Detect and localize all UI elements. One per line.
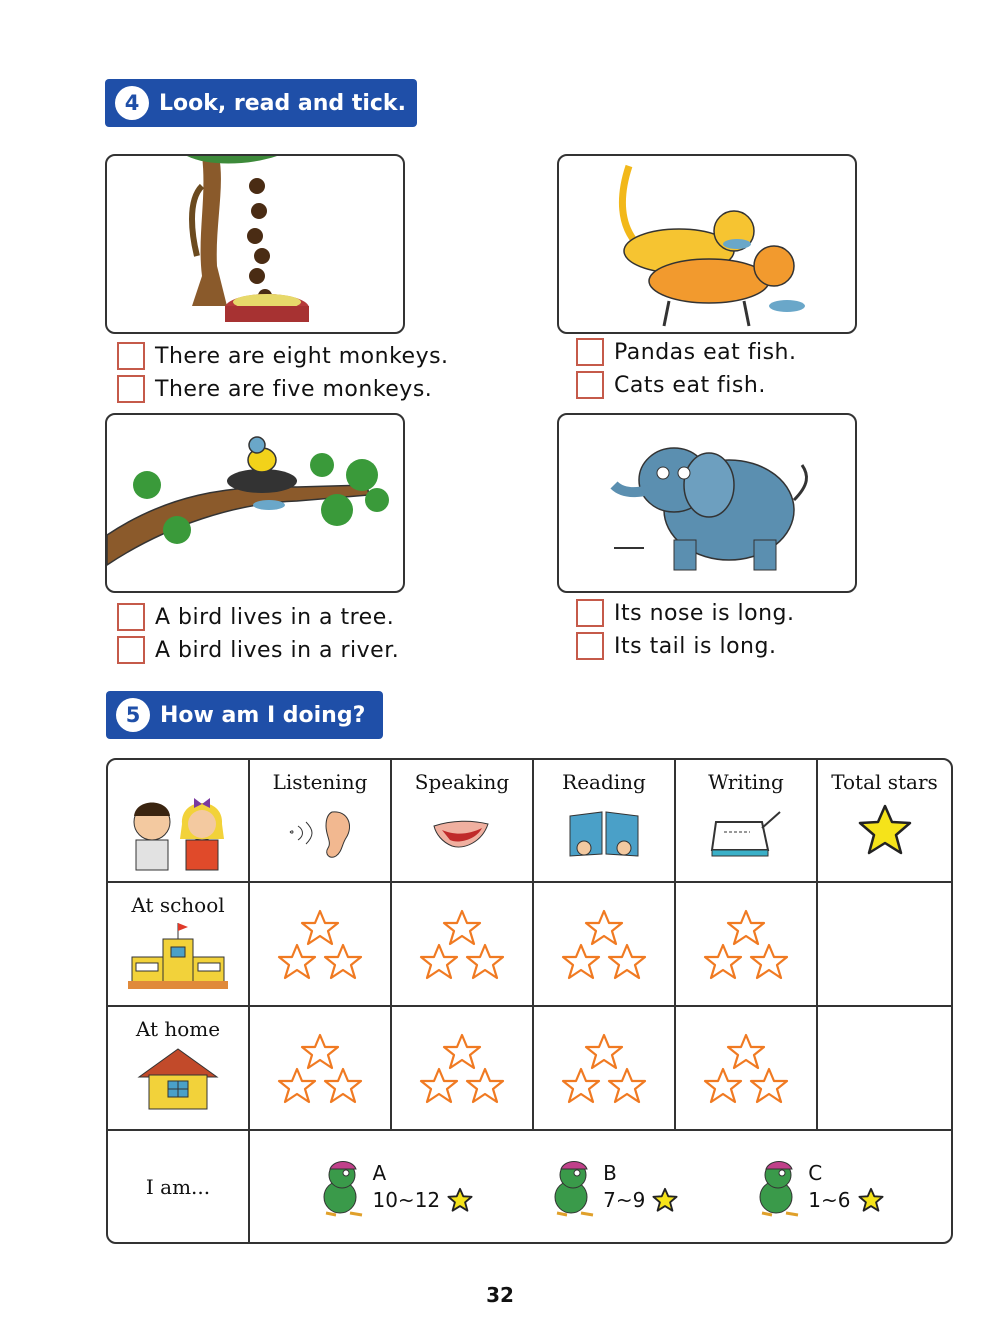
- column-header: Reading: [562, 770, 646, 794]
- at-school-row-label: [108, 883, 250, 1007]
- three-stars-icon[interactable]: [417, 1031, 507, 1105]
- tick-box[interactable]: [117, 342, 145, 370]
- column-header: Writing: [708, 770, 784, 794]
- option-row[interactable]: [576, 599, 795, 627]
- three-stars-icon[interactable]: [275, 1031, 365, 1105]
- self-assessment-table: [106, 758, 953, 1244]
- section-4-banner: [105, 79, 417, 127]
- star-icon: [446, 1187, 474, 1213]
- writing-tablet-icon: [706, 802, 786, 862]
- level-a[interactable]: [316, 1157, 474, 1217]
- elephant-icon: [559, 415, 855, 591]
- three-stars-icon[interactable]: [559, 907, 649, 981]
- rating-cell[interactable]: [534, 883, 676, 1007]
- tick-box[interactable]: [117, 603, 145, 631]
- three-stars-icon[interactable]: [275, 907, 365, 981]
- star-icon: [855, 802, 915, 858]
- total-stars-header: [818, 760, 951, 883]
- tick-box[interactable]: [576, 338, 604, 366]
- three-stars-icon[interactable]: [701, 1031, 791, 1105]
- listening-header: [250, 760, 392, 883]
- reading-header: [534, 760, 676, 883]
- monkeys-picture: [105, 154, 405, 334]
- rating-cell[interactable]: [534, 1007, 676, 1131]
- row-label: At school: [131, 893, 225, 917]
- cats-fish-icon: [559, 156, 855, 332]
- level-grade: A: [372, 1160, 387, 1185]
- total-cell[interactable]: [818, 1007, 951, 1131]
- writing-header: [676, 760, 818, 883]
- monkeys-tree-icon: [107, 156, 403, 332]
- three-stars-icon[interactable]: [417, 907, 507, 981]
- section-5-banner: [106, 691, 383, 739]
- three-stars-icon[interactable]: [559, 1031, 649, 1105]
- level-grade: C: [808, 1160, 823, 1185]
- at-home-row-label: [108, 1007, 250, 1131]
- option-row[interactable]: [117, 375, 432, 403]
- house-icon: [133, 1045, 223, 1111]
- option-label: Its tail is long.: [614, 633, 777, 659]
- dinosaur-icon: [752, 1157, 804, 1217]
- mouth-icon: [422, 802, 502, 862]
- option-label: Pandas eat fish.: [614, 339, 797, 365]
- bird-nest-icon: [107, 415, 403, 591]
- rating-cell[interactable]: [392, 883, 534, 1007]
- option-label: A bird lives in a tree.: [155, 604, 395, 630]
- kids-header-cell: [108, 760, 250, 883]
- level-range: 1~6: [808, 1187, 851, 1212]
- cats-picture: [557, 154, 857, 334]
- level-c[interactable]: [752, 1157, 884, 1217]
- school-icon: [128, 921, 228, 991]
- option-row[interactable]: [117, 603, 394, 631]
- option-label: There are five monkeys.: [155, 376, 433, 402]
- total-cell[interactable]: [818, 883, 951, 1007]
- section-number: 4: [115, 86, 149, 120]
- three-stars-icon[interactable]: [701, 907, 791, 981]
- column-header: Total stars: [831, 770, 938, 794]
- star-icon: [651, 1187, 679, 1213]
- level-range: 7~9: [603, 1187, 646, 1212]
- book-icon: [564, 802, 644, 862]
- tick-box[interactable]: [576, 599, 604, 627]
- tick-box[interactable]: [117, 375, 145, 403]
- ear-icon: [280, 802, 360, 862]
- tick-box[interactable]: [576, 632, 604, 660]
- option-label: A bird lives in a river.: [155, 637, 400, 663]
- option-row[interactable]: [576, 632, 776, 660]
- tick-box[interactable]: [117, 636, 145, 664]
- column-header: Listening: [272, 770, 368, 794]
- rating-cell[interactable]: [392, 1007, 534, 1131]
- dinosaur-icon: [547, 1157, 599, 1217]
- level-grade: B: [603, 1160, 617, 1185]
- kids-icon: [118, 784, 238, 874]
- speaking-header: [392, 760, 534, 883]
- rating-cell[interactable]: [250, 1007, 392, 1131]
- option-row[interactable]: [576, 338, 797, 366]
- levels-cell: [250, 1131, 951, 1242]
- option-row[interactable]: [117, 636, 399, 664]
- star-icon: [857, 1187, 885, 1213]
- option-row[interactable]: [576, 371, 766, 399]
- page-number: 32: [486, 1283, 514, 1307]
- option-label: Cats eat fish.: [614, 372, 766, 398]
- level-range: 10~12: [372, 1187, 441, 1212]
- rating-cell[interactable]: [676, 883, 818, 1007]
- result-label: I am...: [145, 1174, 211, 1199]
- level-b[interactable]: [547, 1157, 679, 1217]
- row-label: At home: [135, 1017, 221, 1041]
- option-row[interactable]: [117, 342, 449, 370]
- bird-picture: [105, 413, 405, 593]
- tick-box[interactable]: [576, 371, 604, 399]
- dinosaur-icon: [316, 1157, 368, 1217]
- rating-cell[interactable]: [250, 883, 392, 1007]
- section-title: How am I doing?: [160, 702, 366, 728]
- option-label: There are eight monkeys.: [155, 343, 449, 369]
- section-title: Look, read and tick.: [159, 90, 406, 116]
- column-header: Speaking: [414, 770, 510, 794]
- result-label-cell: [108, 1131, 250, 1242]
- rating-cell[interactable]: [676, 1007, 818, 1131]
- section-number: 5: [116, 698, 150, 732]
- option-label: Its nose is long.: [614, 600, 795, 626]
- elephant-picture: [557, 413, 857, 593]
